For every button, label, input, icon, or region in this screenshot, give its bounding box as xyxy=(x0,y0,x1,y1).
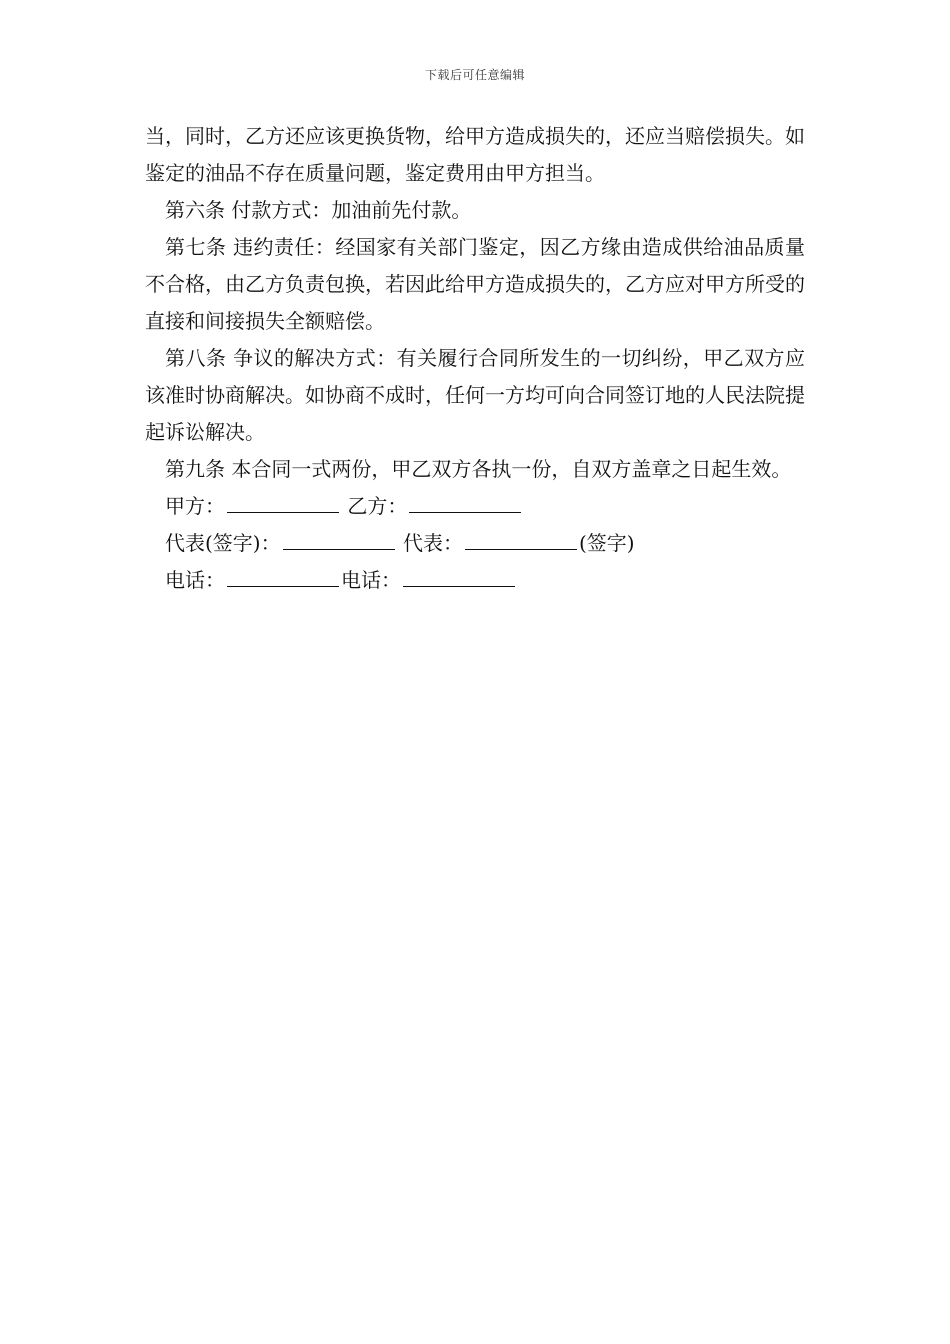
clause-9-effect: 第九条 本合同一式两份，甲乙双方各执一份，自双方盖章之日起生效。 xyxy=(165,457,792,481)
contract-body xyxy=(145,118,805,599)
party-a-label: 甲方： xyxy=(165,494,225,518)
party-a-blank xyxy=(227,494,339,513)
paragraph-continuation: 当，同时，乙方还应该更换货物，给甲方造成损失的，还应当赔偿损失。如鉴定的油品不存在质量问题，鉴定费用由甲方担当。 xyxy=(145,124,805,185)
rep-b-label: 代表： xyxy=(402,531,463,555)
clause-6-payment: 第六条 付款方式：加油前先付款。 xyxy=(165,198,472,222)
phone-b-blank xyxy=(403,568,515,587)
rep-b-blank xyxy=(465,531,577,550)
phone-b-label: 电话： xyxy=(341,568,401,592)
clause-7-liability: 第七条 违约责任：经国家有关部门鉴定，因乙方缘由造成供给油品质量不合格，由乙方负责包换，若因此给甲方造成损失的，乙方应对甲方所受的直接和间接损失全额赔偿。 xyxy=(145,235,805,333)
signature-parties xyxy=(145,488,805,525)
rep-b-suffix: (签字) xyxy=(578,531,635,555)
phone-a-blank xyxy=(227,568,339,587)
rep-a-label: 代表(签字)： xyxy=(165,531,281,555)
page-header: 下载后可任意编辑 xyxy=(424,68,525,82)
party-b-label: 乙方： xyxy=(347,494,408,518)
phone-a-label: 电话： xyxy=(165,568,225,592)
signature-phones xyxy=(145,562,805,599)
signature-representatives xyxy=(145,525,805,562)
rep-a-blank xyxy=(283,531,395,550)
party-b-blank xyxy=(409,494,521,513)
clause-8-disputes: 第八条 争议的解决方式：有关履行合同所发生的一切纠纷，甲乙双方应该准时协商解决。如协商不成时，任何一方均可向合同签订地的人民法院提起诉讼解决。 xyxy=(145,346,805,444)
